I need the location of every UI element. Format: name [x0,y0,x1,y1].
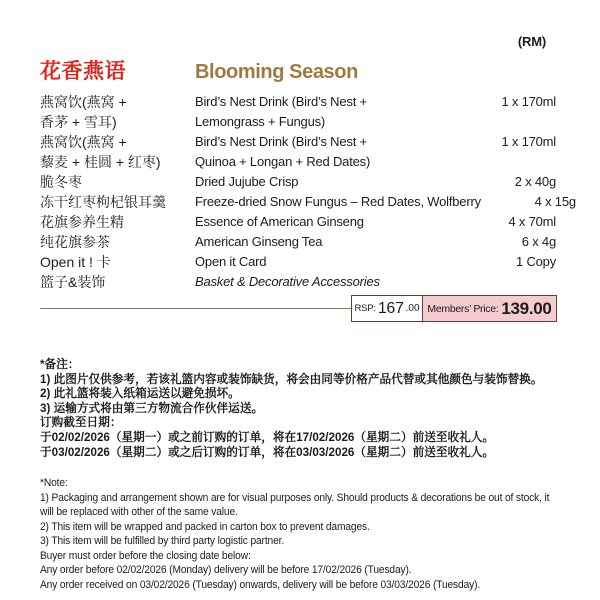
note-line: 订购截至日期： [40,415,122,430]
product-row [40,192,576,212]
product-title-en: Blooming Season [195,61,358,83]
product-row [40,232,556,252]
product-name-zh: 纯花旗参茶 [40,234,110,250]
product-name-zh: Open it ! 卡 [40,254,111,270]
note-line: 3) 运输方式将由第三方物流合作伙伴运送。 [40,400,264,415]
rsp-price-box [351,295,423,322]
notes-en-title: *Note: [40,477,68,489]
rsp-value-cents: .00 [405,303,420,314]
product-header [40,55,358,85]
notes-zh-title: *备注： [40,357,80,371]
product-name-en: Freeze-dried Snow Fungus – Red Dates, Wolfberry [195,194,481,209]
product-row [40,252,556,272]
price-divider-line [40,308,351,309]
note-line: Any order received on 03/02/2026 (Tuesday) onwards, delivery will be before 03/03/2026 (Tuesday). [40,578,481,591]
product-row [40,212,556,232]
product-qty: 2 x 40g [514,174,556,189]
note-line: 于02/02/2026（星期一）或之前订购的订单，将在17/02/2026（星期二）前送至收礼人。 [40,429,495,444]
product-row [40,132,556,172]
product-name-en: Open it Card [195,254,267,269]
product-name-zh: 篮子&装饰 [40,274,106,290]
product-name-zh: 脆冬枣 [40,174,82,190]
product-name-en: Bird’s Nest Drink (Bird’s Nest + Lemongrass + Fungus) [195,94,367,129]
product-qty [461,272,556,292]
product-name-zh: 花旗参养生精 [40,214,124,230]
product-qty: 1 x 170ml [501,134,556,149]
product-qty: 1 Copy [516,254,556,269]
product-name-zh: 燕窝饮(燕窝 + 藜麦 + 桂圆 + 红枣) [40,134,161,170]
members-price-label: Members’ Price: [427,302,499,315]
notes-english [40,476,549,592]
product-row [40,272,556,292]
product-qty: 4 x 15g [534,194,576,209]
note-line: Any order before 02/02/2026 (Monday) delivery will be before 17/02/2026 (Tuesday). [40,564,412,576]
note-line: Buyer must order before the closing date below: [40,549,251,562]
product-name-en: Essence of American Ginseng [195,214,364,229]
note-line: 2) This item will be wrapped and packed in carton box to prevent damages. [40,520,370,533]
notes-chinese [40,357,542,459]
product-name-zh: 冻干红枣枸杞银耳羹 [40,194,166,210]
note-line: 1) 此图片仅供参考，若该礼篮内容或装饰缺货，将会由同等价格产品代替或其他颜色与装饰替换。 [40,371,543,386]
product-qty: 4 x 70ml [508,214,556,229]
product-title-zh: 花香燕语 [40,60,126,83]
product-qty: 6 x 4g [521,234,556,249]
note-line: 3) This item will be fulfilled by third party logistic partner. [40,535,285,547]
product-name-en: Bird’s Nest Drink (Bird’s Nest + Quinoa + Longan + Red Dates) [195,134,371,169]
note-line: 2) 此礼篮将装入纸箱运送以避免损坏。 [40,386,240,401]
product-name-en: Dried Jujube Crisp [195,174,299,189]
product-row [40,92,556,132]
product-list [40,92,576,292]
members-price-value: 139.00 [501,298,552,318]
rsp-label: RSP: [354,303,376,314]
product-name-zh: 燕窝饮(燕窝 + 香茅 + 雪耳) [40,94,127,130]
members-price-box [422,295,557,322]
rsp-value-whole: 167 [377,299,404,317]
product-name-en: Basket & Decorative Accessories [195,274,380,289]
currency-label: (RM) [517,34,546,49]
product-qty: 1 x 170ml [501,94,556,109]
note-line: 于03/02/2026（星期二）或之后订购的订单，将在03/03/2026（星期二）前送至收礼人。 [40,444,495,459]
product-name-en: American Ginseng Tea [195,234,323,249]
note-line: will be replaced with other of the same value. [40,506,238,518]
product-row [40,172,556,192]
note-line: 1) Packaging and arrangement shown are for visual purposes only. Should products & decorations be out of stock, it [40,491,550,504]
